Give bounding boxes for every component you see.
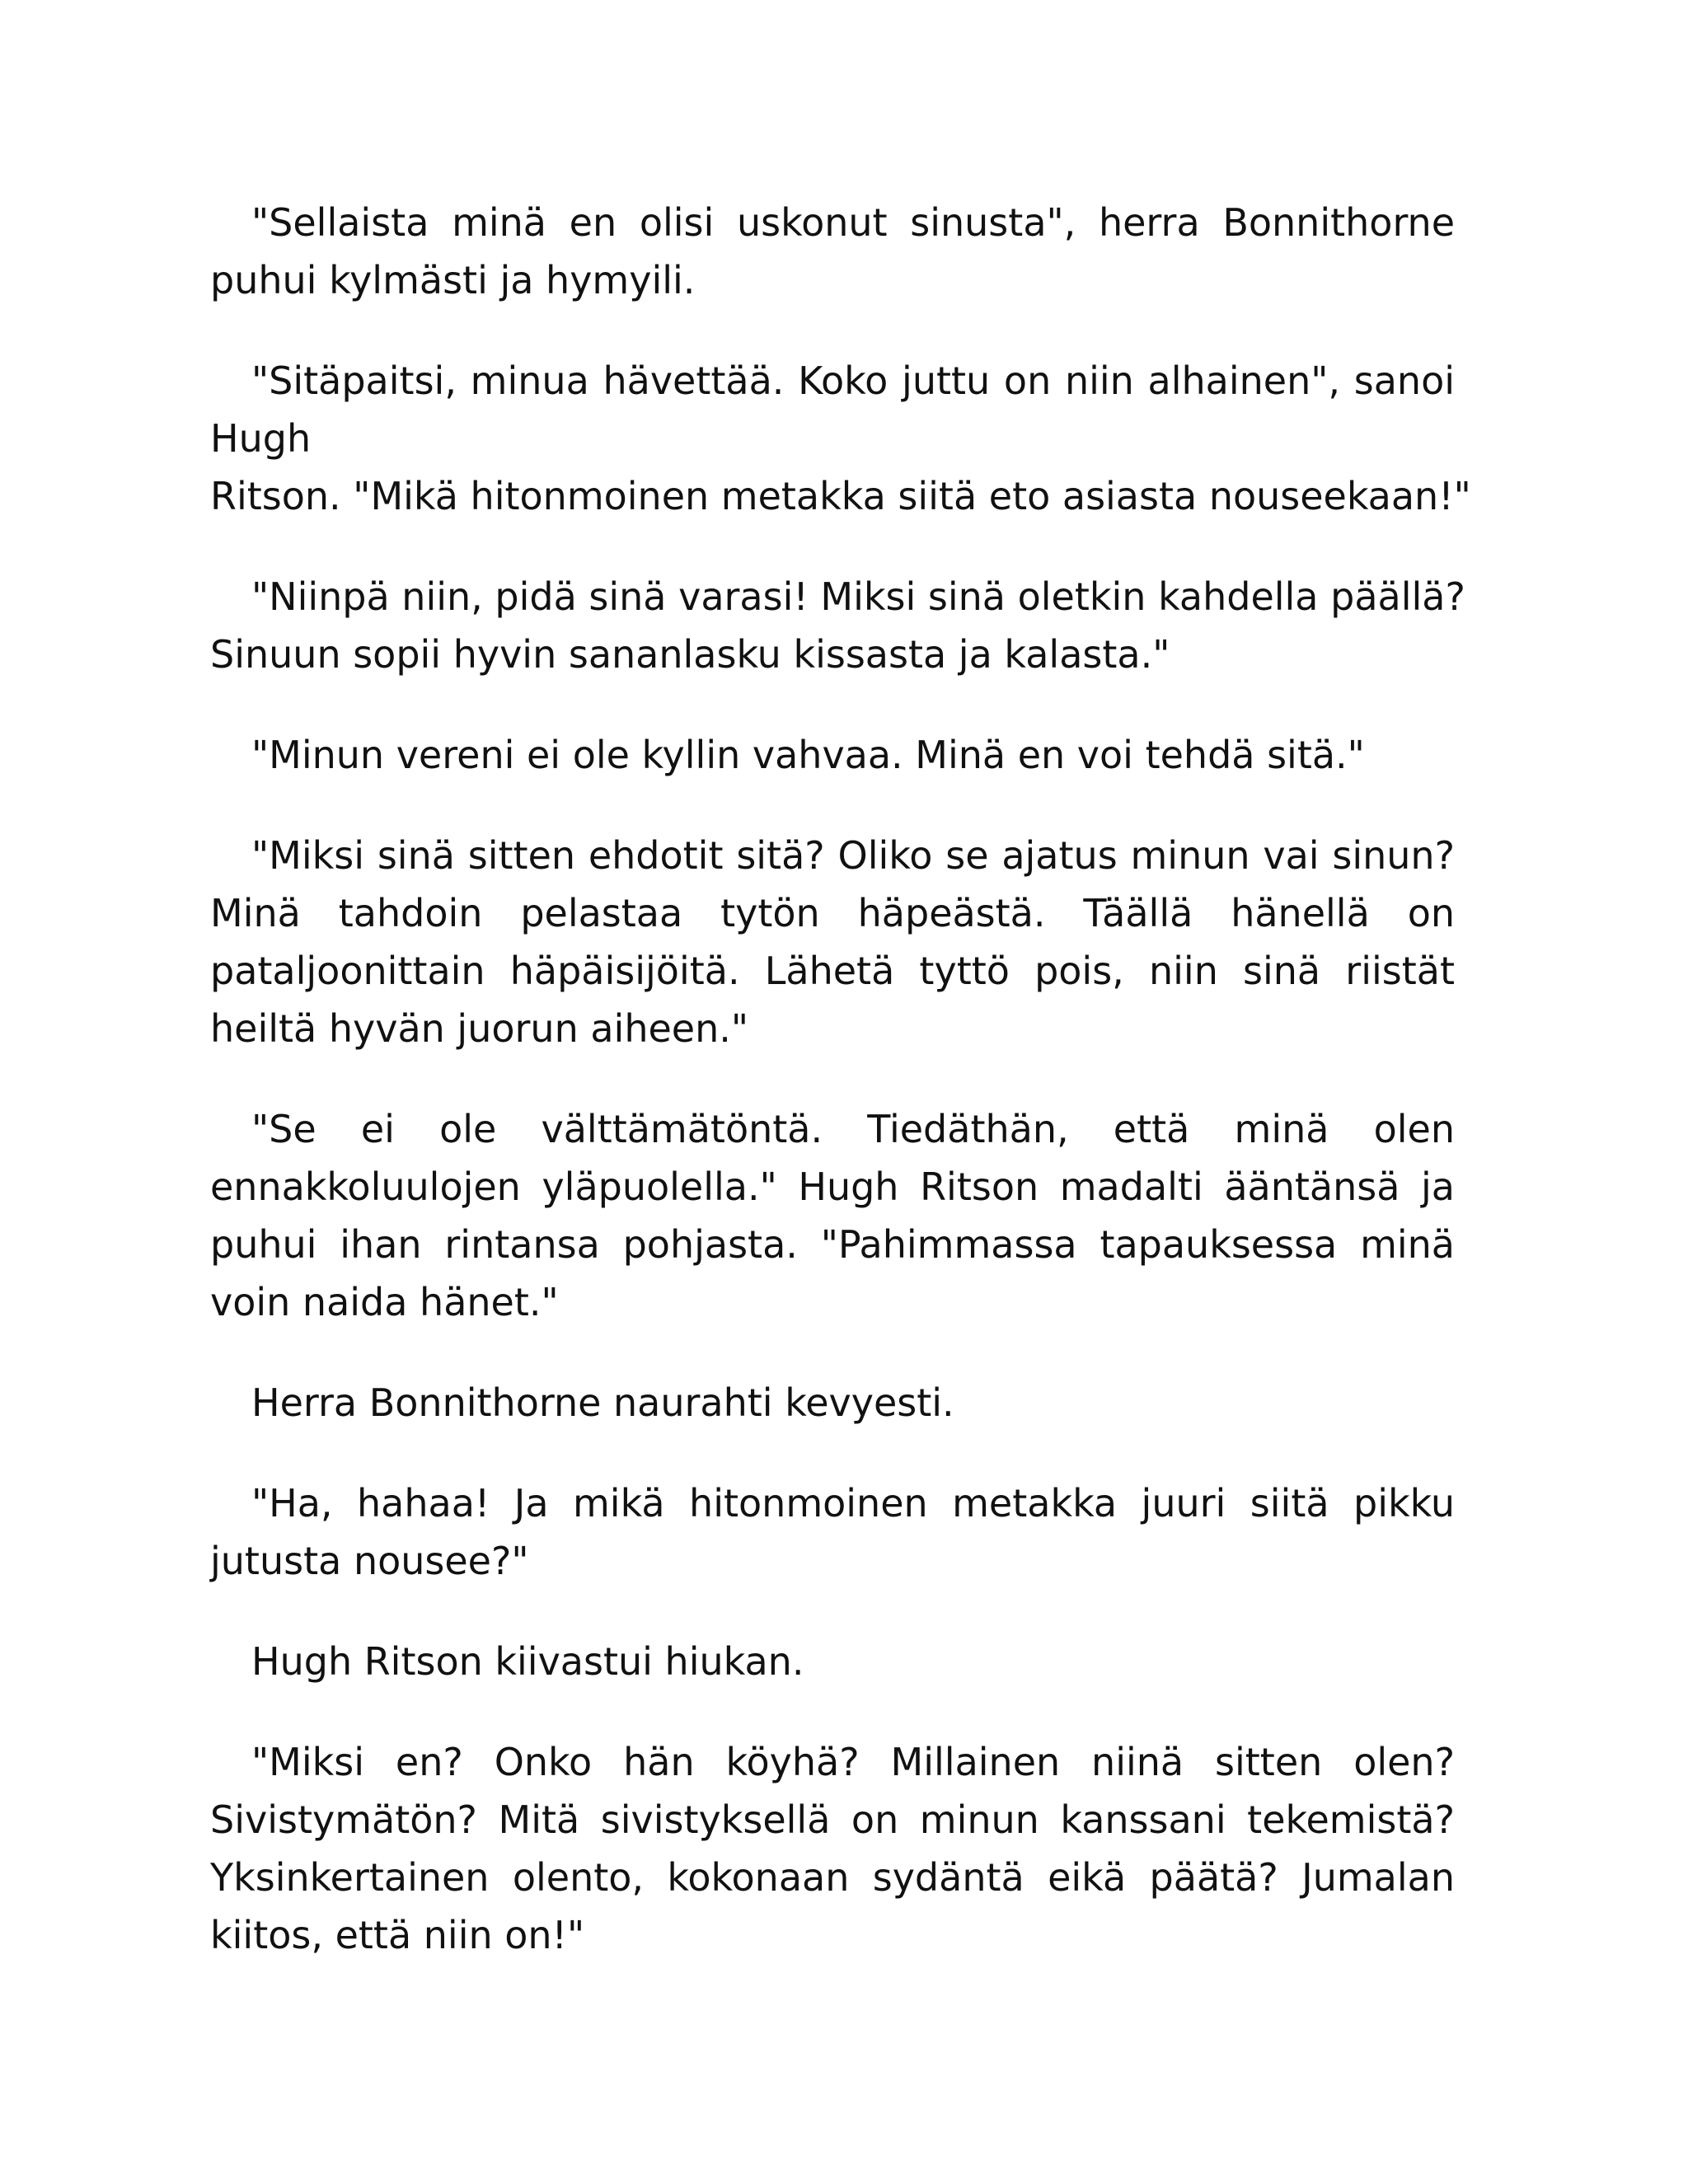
paragraph: "Minun vereni ei ole kyllin vahvaa. Minä en voi tehdä sitä." <box>251 733 1365 777</box>
paragraph-proverb <box>210 568 1465 683</box>
paragraph: "Miksi sinä sitten ehdotit sitä? Oliko se ajatus minun vai sinun? Minä tahdoin pelastaa tytön häpeästä. Täällä hänellä on pataljoonittain häpäisijöitä. Lähetä tyttö pois, niin sinä riistät heiltä hyvän juorun aiheen." <box>210 833 1455 1051</box>
paragraph-line: "Niinpä niin, pidä sinä varasi! Miksi sinä oletkin kahdella päällä? <box>251 574 1465 619</box>
paragraph-line: "Sitäpaitsi, minua hävettää. Koko juttu on niin alhainen", sanoi <box>251 359 1455 403</box>
paragraph: Hugh Ritson kiivastui hiukan. <box>251 1639 804 1684</box>
paragraph-line: Hugh <box>210 416 312 461</box>
paragraph-line: Sinuun sopii hyvin sananlasku kissasta ja kalasta." <box>210 632 1170 677</box>
paragraph: "Ha, hahaa! Ja mikä hitonmoinen metakka juuri siitä pikku jutusta nousee?" <box>210 1481 1455 1583</box>
document-page <box>210 194 1471 1964</box>
paragraph: "Sellaista minä en olisi uskonut sinusta", herra Bonnithorne puhui kylmästi ja hymyili. <box>210 200 1455 302</box>
paragraph-line: Ritson. "Mikä hitonmoinen metakka siitä eto asiasta nouseekaan!" <box>210 474 1471 518</box>
paragraph: "Miksi en? Onko hän köyhä? Millainen niinä sitten olen? Sivistymätön? Mitä sivistyksellä on minun kanssani tekemistä? Yksinkertainen olento, kokonaan sydäntä eikä päätä? Jumalan kiitos, että niin on!" <box>210 1740 1455 1957</box>
paragraph-broken <box>210 352 1471 525</box>
paragraph: Herra Bonnithorne naurahti kevyesti. <box>251 1380 954 1425</box>
paragraph: "Se ei ole välttämätöntä. Tiedäthän, että minä olen ennakkoluulojen yläpuolella." Hugh Ritson madalti ääntänsä ja puhui ihan rintansa pohjasta. "Pahimmassa tapauksessa minä voin naida hänet." <box>210 1107 1455 1324</box>
